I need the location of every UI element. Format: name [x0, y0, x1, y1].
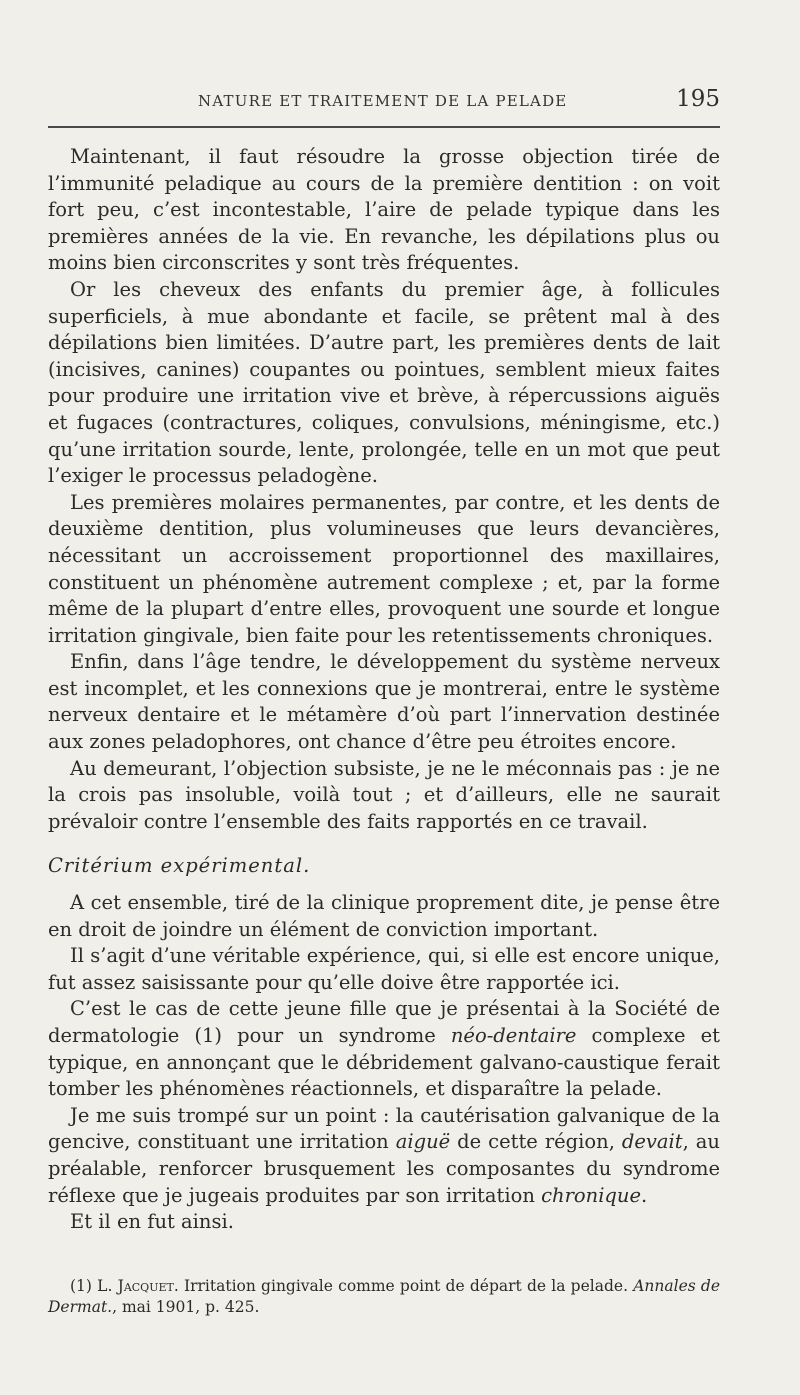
paragraph-9-part-c: de cette région,: [450, 1130, 622, 1154]
paragraph-9-part-g: .: [641, 1183, 648, 1207]
footnote: [48, 1276, 720, 1318]
paragraph-8-part-a: C’est le cas de cette jeune fille que je présentai à la Société de dermatologie (1) pour un syndrome: [48, 997, 720, 1047]
page-header: [48, 84, 720, 124]
paragraph-9-italic-3: chronique: [541, 1183, 642, 1207]
paragraph-9-italic-2: devait: [621, 1130, 683, 1154]
footnote-text-b: , mai 1901, p. 425.: [112, 1298, 260, 1316]
running-title: NATURE ET TRAITEMENT DE LA PELADE: [198, 92, 568, 110]
paragraph-7: Il s’agit d’une véritable expérience, qui, si elle est encore unique, fut assez saisissante pour qu’elle doive être rapportée ici.: [48, 944, 720, 994]
paragraph-9: [48, 1103, 720, 1209]
section-heading: Critérium expérimental.: [48, 854, 311, 878]
paragraph-8-italic: néo-dentaire: [450, 1024, 577, 1047]
paragraph-8: [48, 996, 720, 1102]
paragraph-4: Enfin, dans l’âge tendre, le développement du système nerveux est incomplet, et les connexions que je montrerai, entre le système nerveux dentaire et le métamère d’où part l’innervation destinée aux zones peladophores, ont chance d’être peu étroites encore.: [48, 650, 720, 754]
footnote-marker: (1) L.: [70, 1277, 118, 1295]
footnote-text-a: . Irritation gingivale comme point de départ de la pelade.: [173, 1277, 634, 1295]
paragraph-9-part-e: , au préalable, renforcer brusquement les composantes du syndrome réflexe que je jugeais produites par son irritation: [48, 1130, 720, 1207]
paragraph-10: Et il en fut ainsi.: [70, 1210, 234, 1234]
paragraph-2: Or les cheveux des enfants du premier âge, à follicules superficiels, à mue abondante et facile, se prêtent mal à des dépilations bien limitées. D’autre part, les premières dents de lait (incisives, canines) coupantes ou pointues, semblent mieux faites pour produire une irritation vive et brève, à répercussions aiguës et fugaces (contractures, coliques, convulsions, méningisme, etc.) qu’une irritation sourde, lente, prolongée, telle en un mot que peut l’exiger le processus peladogène.: [48, 277, 720, 488]
paragraph-8-part-b: complexe et typique, en annonçant que le débridement galvano-caustique ferait tomber les phénomènes réactionnels, et disparaître la pelade.: [48, 1024, 720, 1101]
footnote-author: Jacquet: [117, 1277, 174, 1295]
paragraph-3: Les premières molaires permanentes, par contre, et les dents de deuxième dentition, plus volumineuses que leurs devancières, nécessitant un accroissement proportionnel des maxillaires, constituent un phénomène autrement complexe ; et, par la forme même de la plupart d’entre elles, provoquent une sourde et longue irritation gingivale, bien faite pour les retentissements chroniques.: [48, 490, 720, 647]
paragraph-9-italic-1: aiguë: [395, 1130, 451, 1154]
paragraph-1: Maintenant, il faut résoudre la grosse objection tirée de l’immunité peladique au cours de la première dentition : on voit fort peu, c’est incontestable, l’aire de pelade typique dans les premières années de la vie. En revanche, les dépilations plus ou moins bien circonscrites y sont très fréquentes.: [48, 145, 720, 275]
body-text: [48, 144, 720, 1236]
paragraph-5: Au demeurant, l’objection subsiste, je ne le méconnais pas : je ne la crois pas insoluble, voilà tout ; et d’ailleurs, elle ne saurait prévaloir contre l’ensemble des faits rapportés en ce travail.: [48, 756, 720, 833]
paragraph-9-part-a: Je me suis trompé sur un point : la cautérisation galvanique de la gencive, constituant une irritation: [48, 1103, 720, 1154]
page-number: 195: [676, 86, 720, 112]
footnote-journal: Annales de Dermat.: [48, 1277, 721, 1316]
header-rule: [48, 126, 720, 128]
paragraph-6: A cet ensemble, tiré de la clinique proprement dite, je pense être en droit de joindre un élément de conviction important.: [48, 891, 720, 941]
